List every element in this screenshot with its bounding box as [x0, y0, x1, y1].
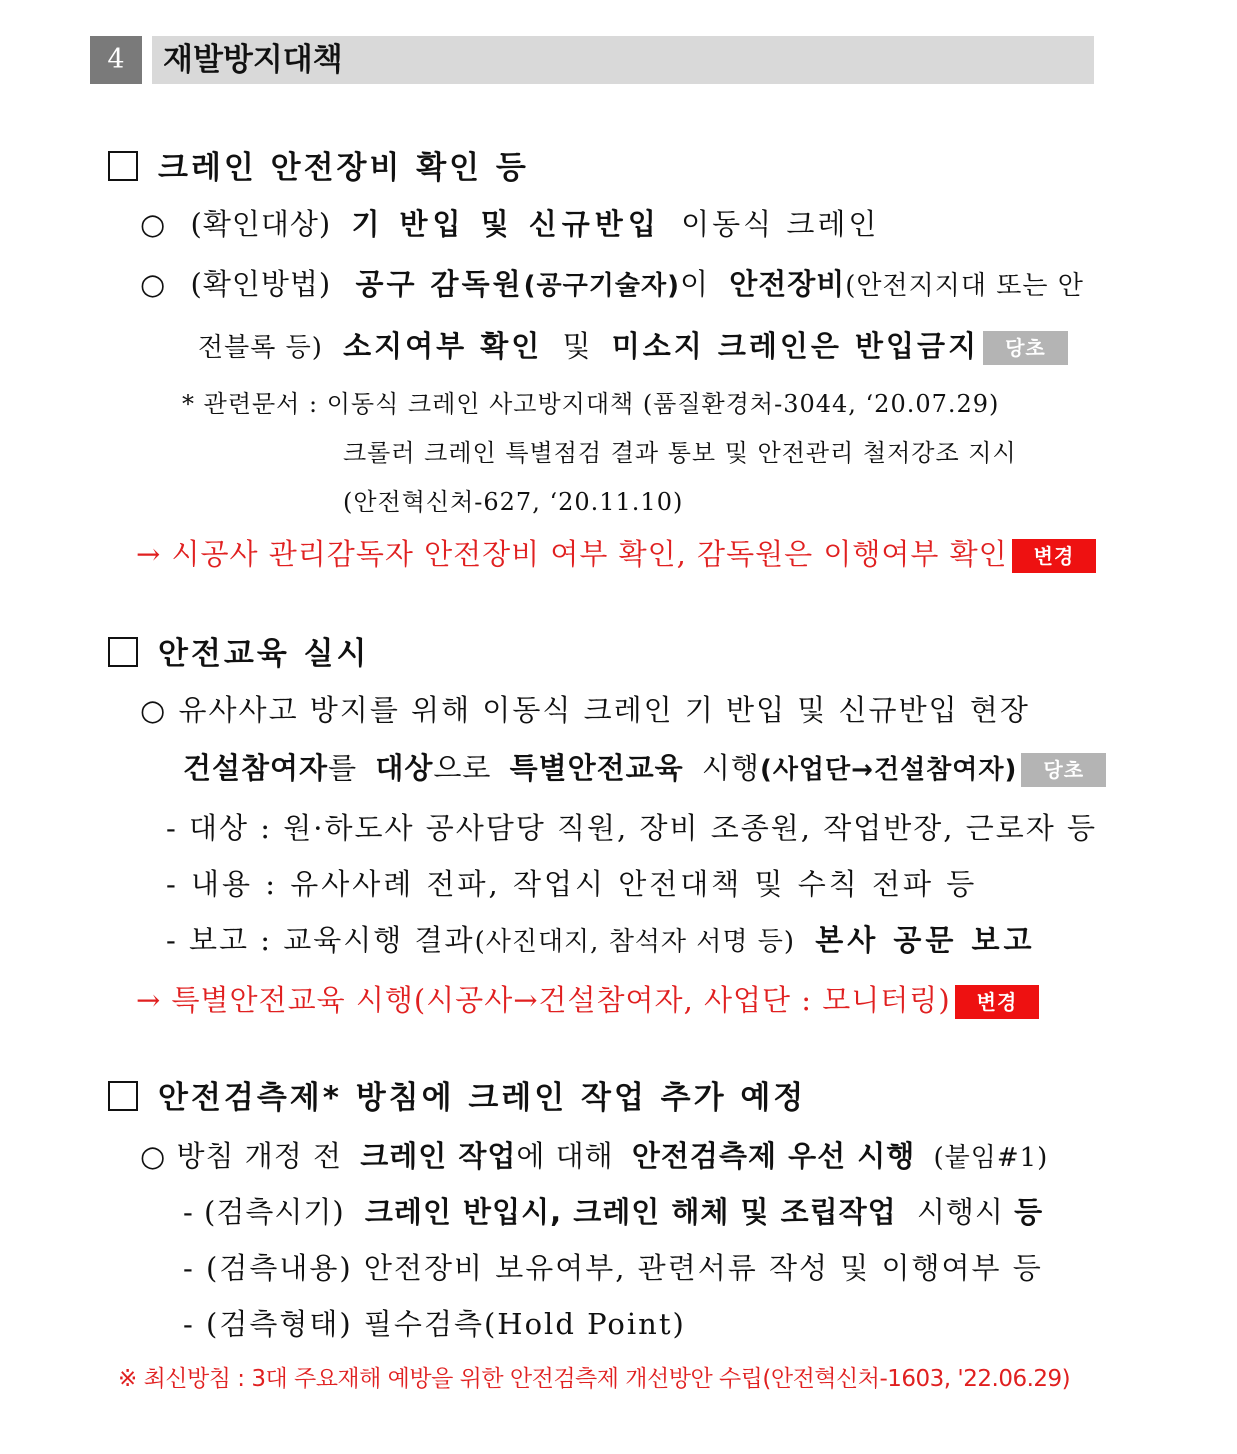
inspection-timing: - (검측시기) 크레인 반입시, 크레인 해체 및 조립작업 시행시 등 — [183, 1195, 1044, 1229]
change-note-1: → 시공사 관리감독자 안전장비 여부 확인, 감독원은 이행여부 확인 변경 — [136, 532, 1096, 573]
original-badge: 당초 — [1021, 753, 1106, 787]
changed-badge: 변경 — [955, 985, 1040, 1019]
footnote: ※ 최신방침 : 3대 주요재해 예방을 위한 안전검측제 개선방안 수립(안전혁신처-1603, '22.06.29) — [118, 1366, 1071, 1392]
section-heading-2: 안전교육 실시 — [108, 628, 369, 673]
education-target: - 대상 : 원·하도사 공사담당 직원, 장비 조종원, 작업반장, 근로자 등 — [166, 811, 1097, 845]
checkbox-icon — [108, 151, 138, 181]
related-docs: * 관련문서 : 이동식 크레인 사고방지대책 (품질환경처-3044, ‘20.07.29) — [182, 390, 1000, 418]
section-number: 4 — [90, 36, 142, 84]
change-note-2: → 특별안전교육 시행(시공사→건설참여자, 사업단 : 모니터링) 변경 — [136, 978, 1039, 1019]
confirm-method-line-cont: 전블록 등) 소지여부 확인 및 미소지 크레인은 반입금지 당초 — [198, 324, 1068, 365]
education-line-cont: 건설참여자를 대상으로 특별안전교육 시행(사업단→건설참여자) 당초 — [183, 746, 1106, 787]
inspection-type: - (검측형태) 필수검측(Hold Point) — [183, 1307, 686, 1341]
original-badge: 당초 — [983, 331, 1068, 365]
related-docs-3: (안전혁신처-627, ‘20.11.10) — [343, 488, 684, 516]
education-report: - 보고 : 교육시행 결과(사진대지, 참석자 서명 등) 본사 공문 보고 — [166, 923, 1036, 957]
page-title: 재발방지대책 — [163, 42, 343, 78]
education-line: ○ 유사사고 방지를 위해 이동식 크레인 기 반입 및 신규반입 현장 — [140, 693, 1030, 727]
confirm-target-line: ○ (확인대상) 기 반입 및 신규반입 이동식 크레인 — [140, 207, 880, 241]
section-heading-3: 안전검측제* 방침에 크레인 작업 추가 예정 — [108, 1072, 806, 1117]
inspection-content: - (검측내용) 안전장비 보유여부, 관련서류 작성 및 이행여부 등 — [183, 1251, 1043, 1285]
education-content: - 내용 : 유사사례 전파, 작업시 안전대책 및 수칙 전파 등 — [166, 867, 978, 901]
inspection-line: ○ 방침 개정 전 크레인 작업에 대해 안전검측제 우선 시행 (붙임#1) — [140, 1139, 1049, 1173]
related-docs-2: 크롤러 크레인 특별점검 결과 통보 및 안전관리 철저강조 지시 — [343, 439, 1017, 467]
changed-badge: 변경 — [1012, 539, 1097, 573]
checkbox-icon — [108, 1081, 138, 1111]
checkbox-icon — [108, 637, 138, 667]
section-heading-1: 크레인 안전장비 확인 등 — [108, 142, 529, 187]
confirm-method-line: ○ (확인방법) 공구 감독원(공구기술자)이 안전장비(안전지지대 또는 안 — [140, 267, 1084, 301]
